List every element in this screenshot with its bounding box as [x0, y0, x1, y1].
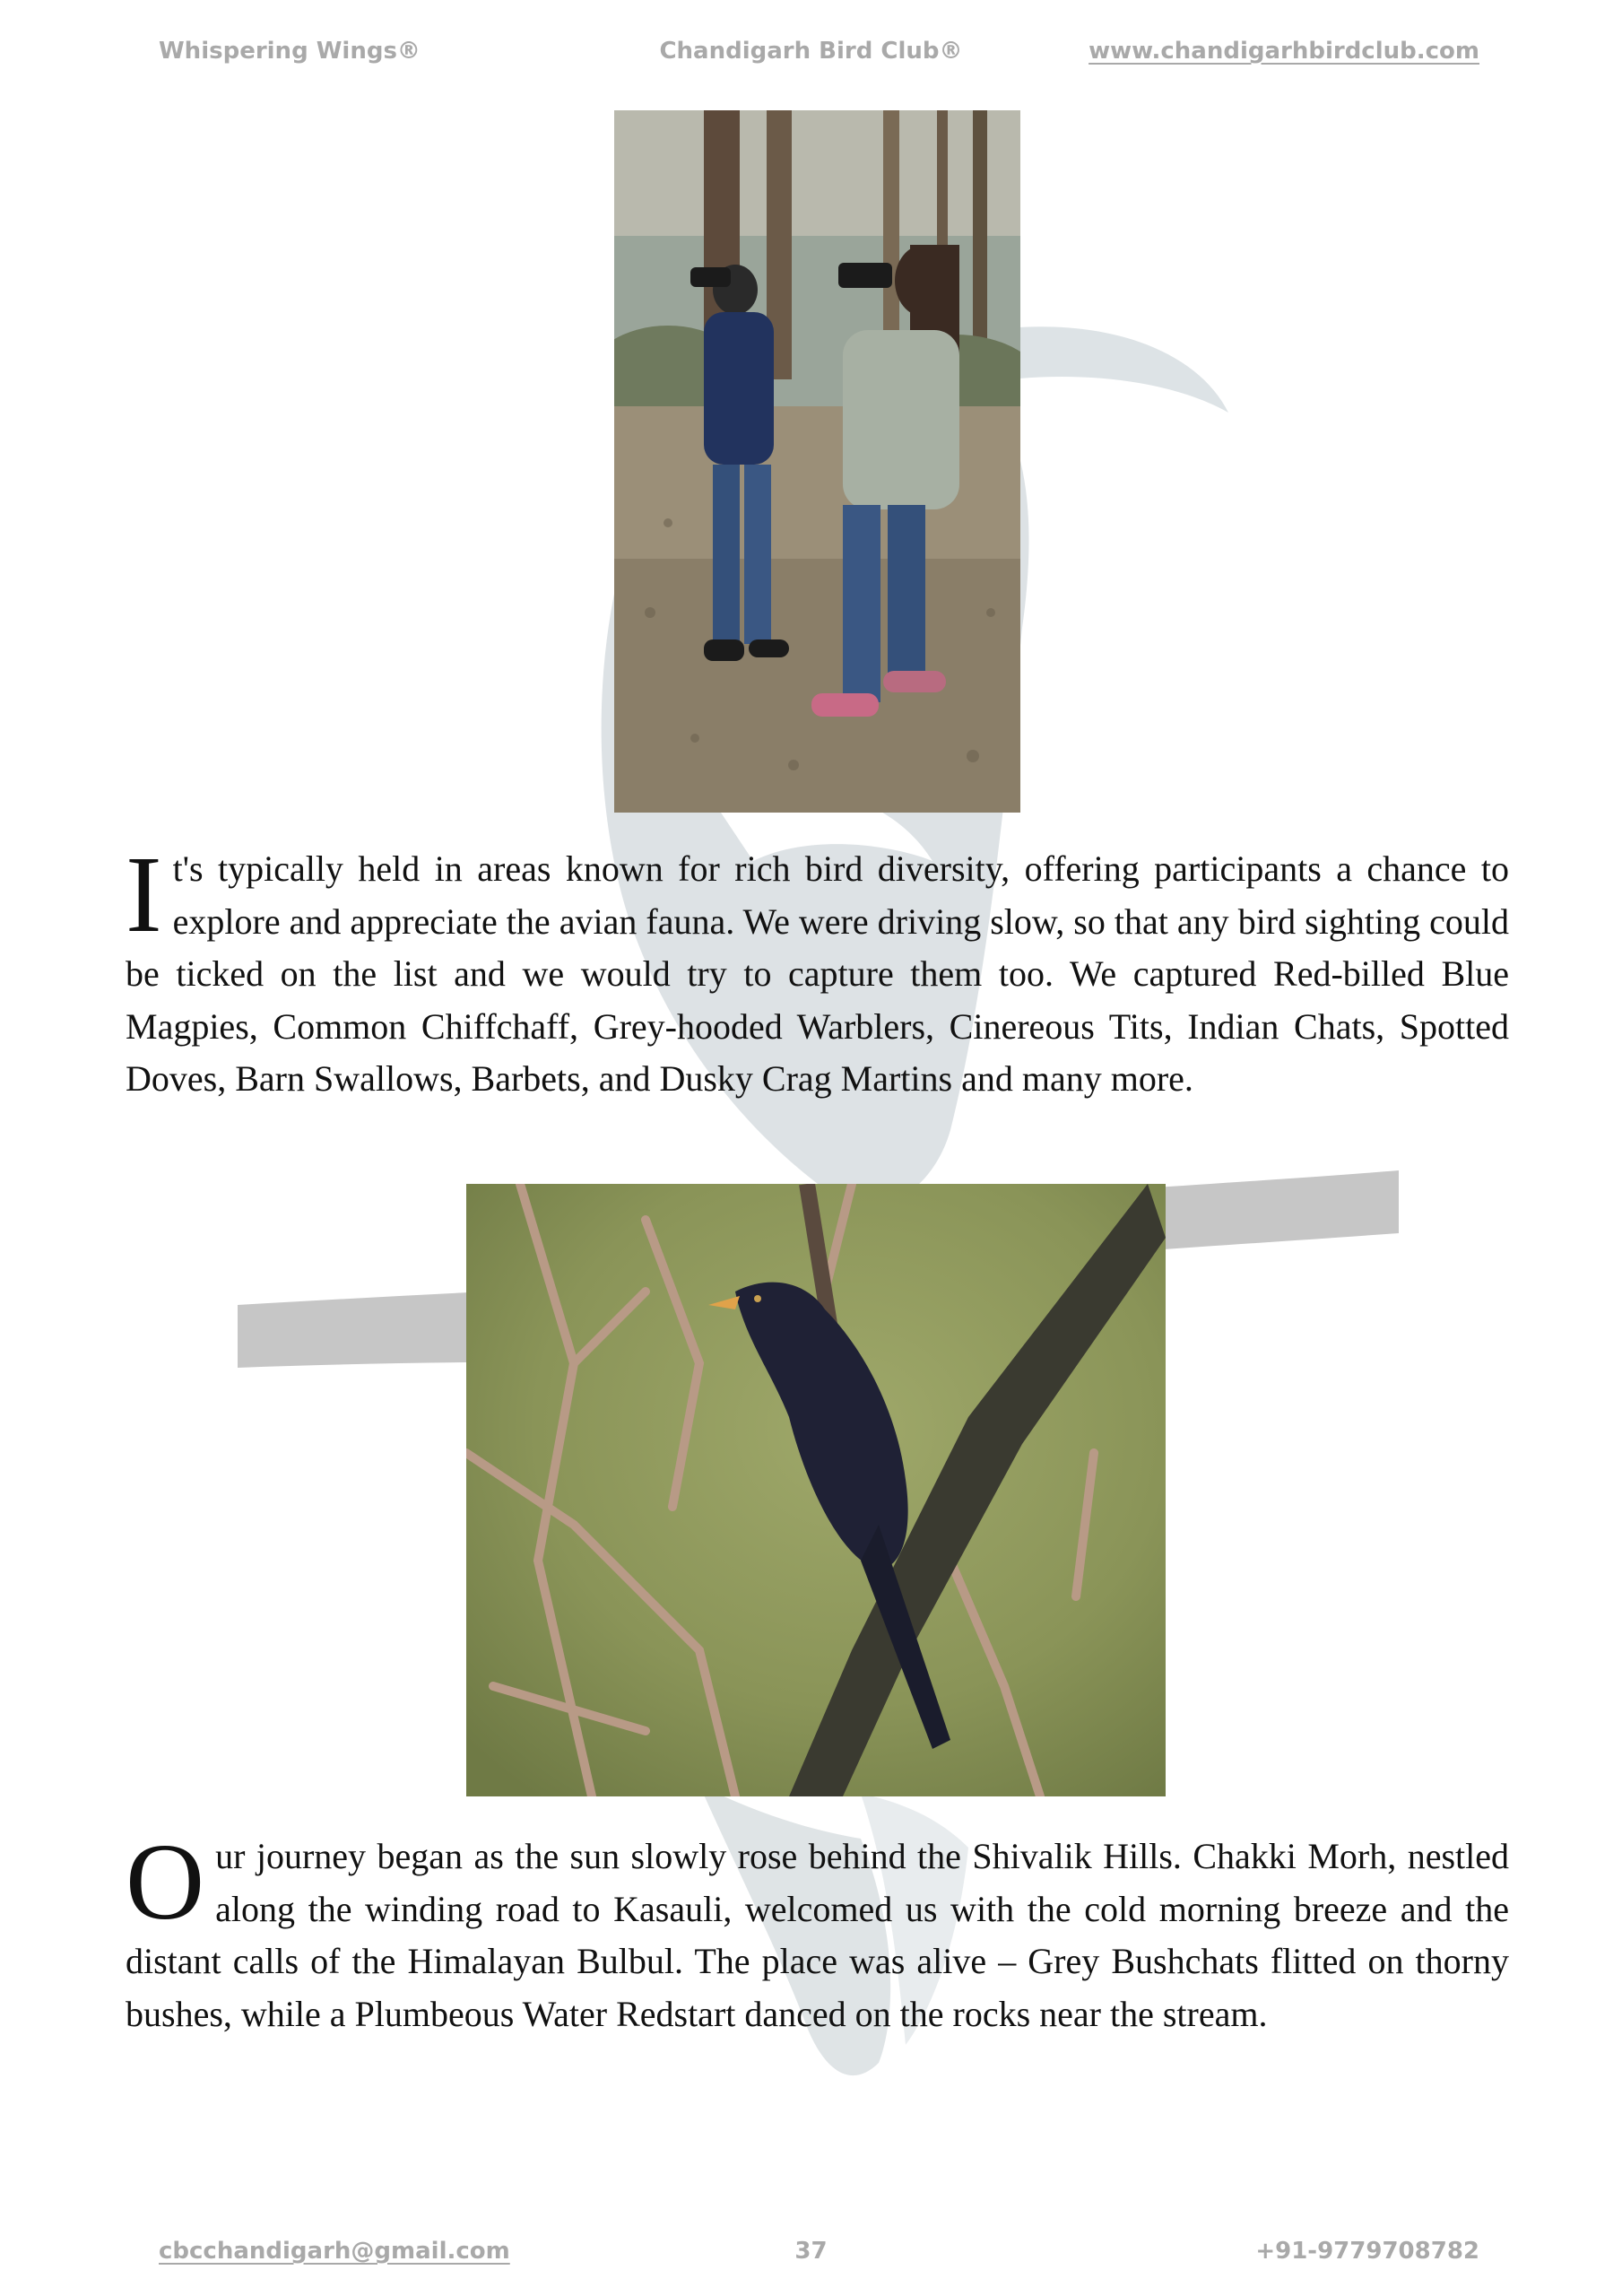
drop-cap: I	[126, 834, 162, 955]
bird-on-branch-photo	[466, 1184, 1166, 1796]
email-link[interactable]: cbcchandigarh@gmail.com	[159, 2238, 510, 2265]
website-link[interactable]: www.chandigarhbirdclub.com	[1089, 38, 1479, 65]
publication-name: Whispering Wings®	[159, 38, 421, 65]
drop-cap: O	[126, 1822, 205, 1943]
paragraph-journey	[126, 1822, 1509, 2040]
phone-number: +91-9779708782	[1255, 2238, 1479, 2265]
page-number: 37	[794, 2238, 828, 2265]
birders-photo	[614, 110, 1020, 813]
paragraph-text: t's typically held in areas known for rich bird diversity, offering participants a chance to explore and appreciate the avian fauna. We were driving slow, so that any bird sighting could be ticked on the list and we would try to capture them too. We captured Red-billed Blue Magpies, Common Chiffchaff, Grey-hooded Warblers, Cinereous Tits, Indian Chats, Spotted Doves, Barn Swallows, Barbets, and Dusky Crag Martins and many more.	[126, 848, 1509, 1099]
paragraph-text: ur journey began as the sun slowly rose behind the Shivalik Hills. Chakki Morh, nestled along the winding road to Kasauli, welcomed us with the cold morning breeze and the distant calls of the Himalayan Bulbul. The place was alive – Grey Bushchats flitted on thorny bushes, while a Plumbeous Water Redstart danced on the rocks near the stream.	[126, 1836, 1509, 2034]
page-footer	[0, 2238, 1622, 2274]
club-name: Chandigarh Bird Club®	[659, 38, 963, 65]
paragraph-bird-diversity	[126, 834, 1509, 1106]
